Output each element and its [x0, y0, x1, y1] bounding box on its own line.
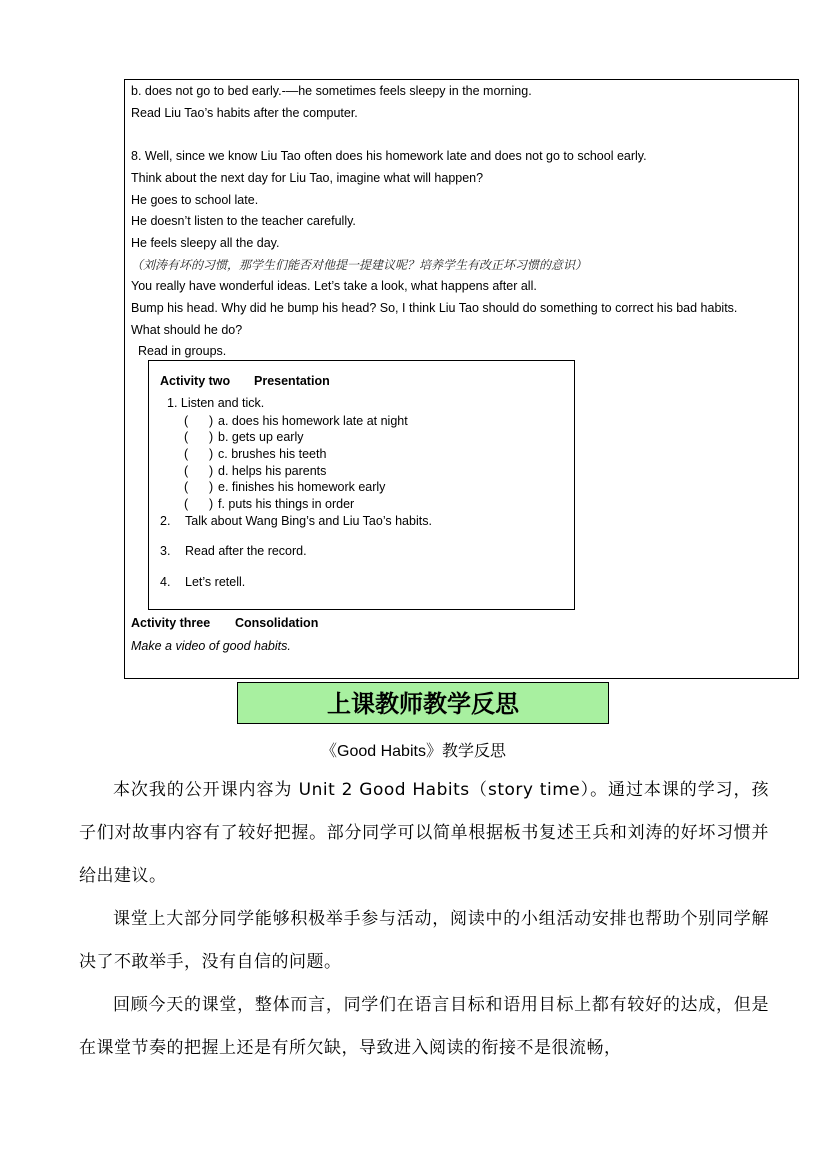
lesson-line: He goes to school late.: [131, 193, 259, 207]
tick-item: ( ) c. brushes his teeth: [184, 447, 327, 461]
lesson-line: b. does not go to bed early.-—he sometimes feels sleepy in the morning.: [131, 84, 532, 98]
activity-three-subheading: Consolidation: [235, 616, 319, 630]
lesson-note: （刘涛有坏的习惯，那学生们能否对他提一提建议呢？培养学生有改正坏习惯的意识）: [131, 258, 588, 272]
lesson-line: What should he do?: [131, 323, 243, 337]
lesson-line: Think about the next day for Liu Tao, imagine what will happen?: [131, 171, 484, 185]
activity-three-heading: Activity three: [131, 616, 211, 630]
lesson-line: Bump his head. Why did he bump his head? So, I think Liu Tao should do something to correct his bad habits.: [131, 301, 738, 315]
tick-item: ( ) d. helps his parents: [184, 464, 327, 478]
lesson-line: He doesn’t listen to the teacher carefully.: [131, 214, 356, 228]
reflection-paragraph: 课堂上大部分同学能够积极举手参与活动，阅读中的小组活动安排也帮助个别同学解决了不敢举手，没有自信的问题。: [79, 909, 769, 972]
listen-and-tick-step: 1. Listen and tick.: [167, 396, 265, 410]
reflection-subtitle: 《Good Habits》教学反思: [321, 743, 506, 760]
reflection-banner: 上课教师教学反思: [237, 682, 609, 724]
lesson-line: He feels sleepy all the day.: [131, 236, 280, 250]
activity-step: 2. Talk about Wang Bing’s and Liu Tao’s habits.: [160, 514, 432, 528]
activity-two-subheading: Presentation: [254, 374, 330, 388]
tick-item: ( ) e. finishes his homework early: [184, 480, 386, 494]
lesson-line: You really have wonderful ideas. Let’s take a look, what happens after all.: [131, 279, 537, 293]
lesson-line: Read in groups.: [138, 344, 227, 358]
activity-step: 3. Read after the record.: [160, 544, 307, 558]
tick-item: ( ) b. gets up early: [184, 430, 304, 444]
lesson-line: Read Liu Tao’s habits after the computer.: [131, 106, 358, 120]
reflection-paragraph: 回顾今天的课堂，整体而言，同学们在语言目标和语用目标上都有较好的达成，但是在课堂节奏的把握上还是有所欠缺，导致进入阅读的衔接不是很流畅，: [79, 995, 769, 1058]
tick-item: ( ) a. does his homework late at night: [184, 414, 408, 428]
activity-step: 4. Let’s retell.: [160, 575, 246, 589]
reflection-paragraph: 本次我的公开课内容为 Unit 2 Good Habits（story time）。通过本课的学习，孩子们对故事内容有了较好把握。部分同学可以简单根据板书复述王兵和刘涛的好坏习惯并给出建议。: [79, 780, 769, 886]
lesson-line: 8. Well, since we know Liu Tao often does his homework late and does not go to school early.: [131, 149, 647, 163]
activity-two-heading: Activity two: [160, 374, 231, 388]
tick-item: ( ) f. puts his things in order: [184, 497, 355, 511]
activity-three-text: Make a video of good habits.: [131, 639, 291, 653]
